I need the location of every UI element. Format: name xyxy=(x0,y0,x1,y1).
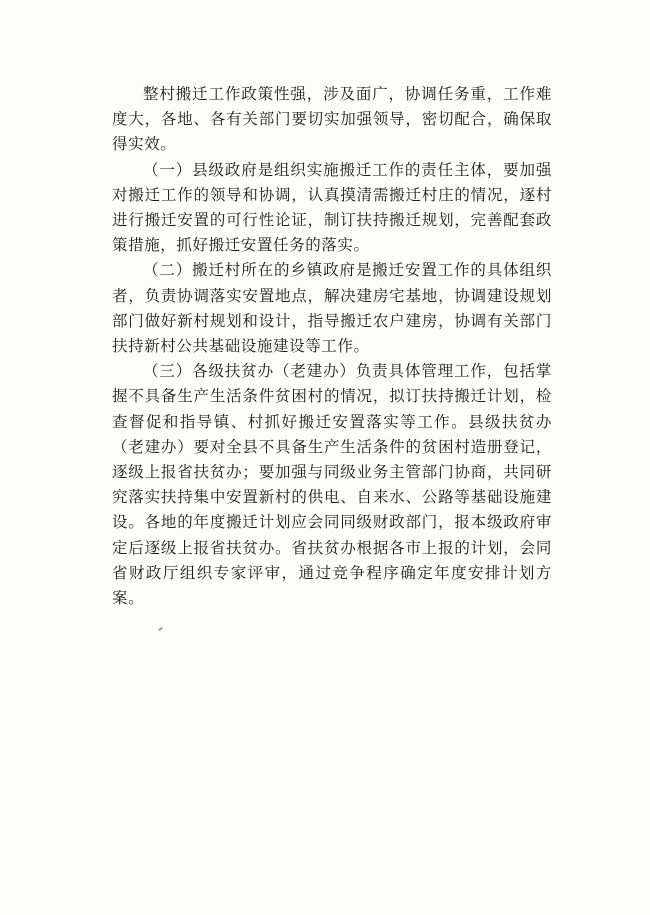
paragraph-intro: 整村搬迁工作政策性强，涉及面广，协调任务重，工作难度大，各地、各有关部门要切实加强领导，密切配合，确保取得实效。 xyxy=(112,85,552,154)
scan-speck xyxy=(158,627,163,632)
body-text xyxy=(112,82,552,611)
paragraph-county-government: （一）县级政府是组织实施搬迁工作的责任主体，要加强对搬迁工作的领导和协调，认真摸清需搬迁村庄的情况，逐村进行搬迁安置的可行性论证，制订扶持搬迁规划，完善配套政策措施，抓好搬迁安置任务的落实。 xyxy=(112,160,552,255)
paragraph-poverty-office: （三）各级扶贫办（老建办）负责具体管理工作，包括掌握不具备生产生活条件贫困村的情况，拟订扶持搬迁计划，检查督促和指导镇、村抓好搬迁安置落实等工作。县级扶贫办（老建办）要对全县不具备生产生活条件的贫困村造册登记，逐级上报省扶贫办；要加强与同级业务主管部门协商，共同研究落实扶持集中安置新村的供电、自来水、公路等基础设施建设。各地的年度搬迁计划应会同同级财政部门，报本级政府审定后逐级上报省扶贫办。省扶贫办根据各市上报的计划，会同省财政厅组织专家评审，通过竞争程序确定年度安排计划方案。 xyxy=(112,362,552,608)
paragraph-township-government: （二）搬迁村所在的乡镇政府是搬迁安置工作的具体组织者，负责协调落实安置地点，解决建房宅基地，协调建设规划部门做好新村规划和设计，指导搬迁农户建房，协调有关部门扶持新村公共基础设施建设等工作。 xyxy=(112,261,552,356)
